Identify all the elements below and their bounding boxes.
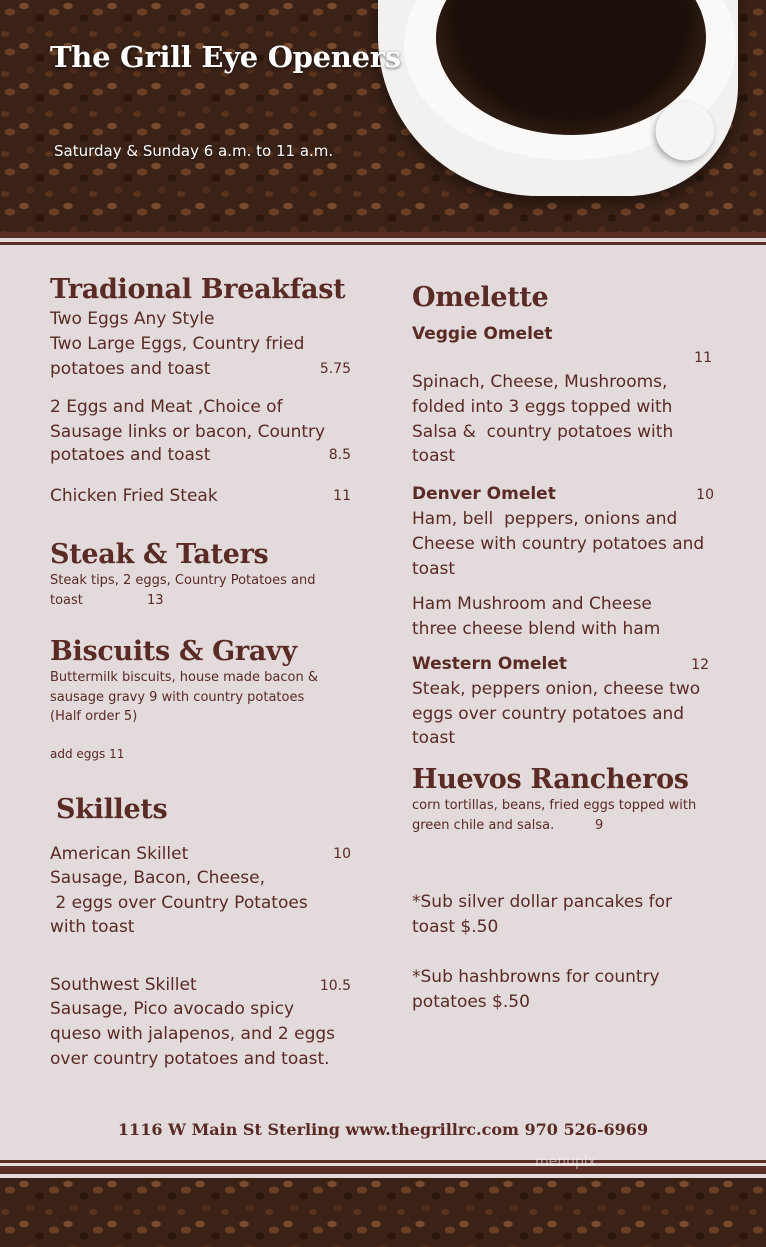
western-omelet-description-1: Steak, peppers onion, cheese two [412,679,701,699]
footer-contact-line: 1116 W Main St Sterling www.thegrillrc.com 970 526-6969 [117,1120,649,1139]
western-omelet-price: 12 [691,657,709,673]
coffee-beans-footer-image [0,1178,766,1247]
sub-hashbrowns-note-1: *Sub hashbrowns for country [412,967,660,987]
american-skillet-description-2: 2 eggs over Country Potatoes [50,893,308,913]
american-skillet-price: 10 [333,846,351,862]
denver-omelet-description-1: Ham, bell peppers, onions and [412,509,678,529]
eggs-and-meat-description-1: 2 Eggs and Meat ,Choice of [50,397,283,417]
veggie-omelet-description-4: toast [412,446,456,466]
american-skillet-description-3: with toast [50,917,135,937]
sub-pancakes-note-2: toast $.50 [412,917,499,937]
western-omelet-description-3: toast [412,728,456,748]
american-skillet-name: American Skillet [50,844,189,864]
huevos-rancheros-heading: Huevos Rancheros [412,764,689,795]
ham-mushroom-cheese-description: three cheese blend with ham [412,619,661,639]
veggie-omelet-name: Veggie Omelet [412,324,553,344]
southwest-skillet-description-1: Sausage, Pico avocado spicy [50,999,295,1019]
two-eggs-description-2: potatoes and toast [50,359,211,379]
biscuits-description-1: Buttermilk biscuits, house made bacon & [50,670,318,685]
denver-omelet-name: Denver Omelet [412,484,556,504]
eggs-and-meat-price: 8.5 [328,447,351,463]
chicken-fried-steak-name: Chicken Fried Steak [50,486,218,506]
divider-bottom-thick [0,1166,766,1174]
biscuits-description-2: sausage gravy 9 with country potatoes [50,690,305,705]
steak-and-taters-description-2: toast [50,593,83,608]
veggie-omelet-description-1: Spinach, Cheese, Mushrooms, [412,372,668,392]
skillets-heading: Skillets [56,794,168,825]
biscuits-and-gravy-heading: Biscuits & Gravy [50,636,297,667]
two-eggs-description-1: Two Large Eggs, Country fried [50,334,305,354]
biscuits-description-3: (Half order 5) [50,709,138,724]
divider-bottom-thin [0,1160,766,1163]
veggie-omelet-description-2: folded into 3 eggs topped with [412,397,673,417]
huevos-rancheros-description-2: green chile and salsa. [412,818,555,833]
menupix-watermark: menupix [535,1154,597,1170]
eggs-and-meat-description-3: potatoes and toast [50,445,211,465]
sub-hashbrowns-note-2: potatoes $.50 [412,992,530,1012]
ham-mushroom-cheese-name: Ham Mushroom and Cheese [412,594,652,614]
veggie-omelet-price: 11 [694,350,712,366]
huevos-rancheros-price: 9 [595,818,604,833]
huevos-rancheros-description-1: corn tortillas, beans, fried eggs topped with [412,798,697,813]
divider-top-thick [0,232,766,238]
steak-and-taters-heading: Steak & Taters [50,539,269,570]
sub-pancakes-note-1: *Sub silver dollar pancakes for [412,892,673,912]
steak-and-taters-description-1: Steak tips, 2 eggs, Country Potatoes and [50,573,316,588]
two-eggs-name: Two Eggs Any Style [50,309,215,329]
menu-hours: Saturday & Sunday 6 a.m. to 11 a.m. [54,142,334,160]
divider-top-thin [0,242,766,245]
southwest-skillet-price: 10.5 [319,978,351,994]
denver-omelet-description-3: toast [412,559,456,579]
menu-title: The Grill Eye Openers [50,40,401,74]
biscuits-add-eggs: add eggs 11 [50,747,125,761]
southwest-skillet-description-2: queso with jalapenos, and 2 eggs [50,1024,336,1044]
american-skillet-description-1: Sausage, Bacon, Cheese, [50,868,266,888]
eggs-and-meat-description-2: Sausage links or bacon, Country [50,422,326,442]
veggie-omelet-description-3: Salsa & country potatoes with [412,422,674,442]
traditional-breakfast-heading: Tradional Breakfast [50,274,346,305]
denver-omelet-price: 10 [696,487,714,503]
southwest-skillet-name: Southwest Skillet [50,975,197,995]
omelette-heading: Omelette [412,282,549,313]
steak-and-taters-price: 13 [147,593,164,608]
western-omelet-description-2: eggs over country potatoes and [412,704,685,724]
southwest-skillet-description-3: over country potatoes and toast. [50,1049,330,1069]
chicken-fried-steak-price: 11 [333,488,351,504]
western-omelet-name: Western Omelet [412,654,568,674]
denver-omelet-description-2: Cheese with country potatoes and [412,534,705,554]
two-eggs-price: 5.75 [319,361,351,377]
